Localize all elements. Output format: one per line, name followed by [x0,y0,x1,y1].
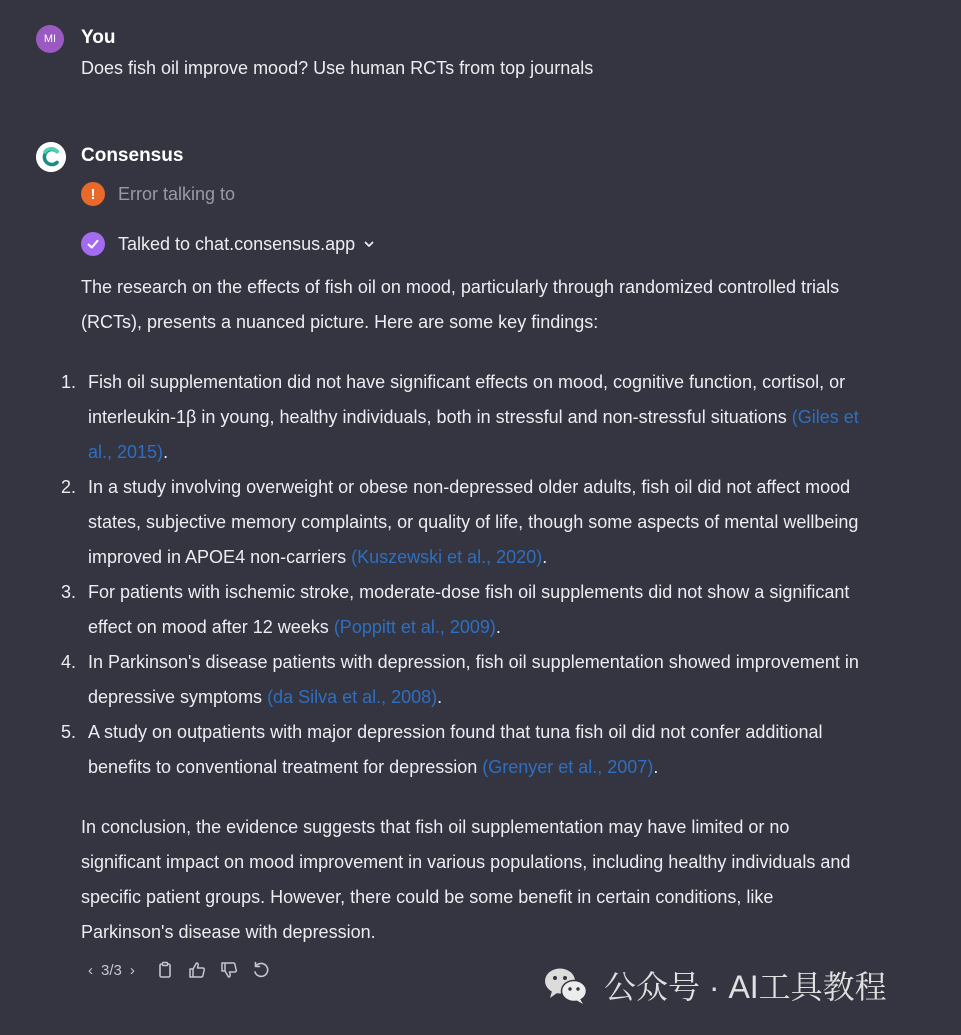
citation-link[interactable]: (Poppitt et al., 2009) [333,617,496,637]
list-item [0,645,860,715]
finding-text: In Parkinson's disease patients with depression, fish oil supplementation showed improvement in depressive symptoms [88,652,859,707]
citation-link[interactable]: (da Silva et al., 2008) [267,687,438,707]
plugin-error-status [81,182,235,206]
assistant-name: Consensus [81,145,184,166]
finding-end: . [542,547,548,567]
finding-text: For patients with ischemic stroke, moderate-dose fish oil supplements did not show a significant effect on mood after 12 weeks [88,582,850,637]
chevron-down-icon[interactable] [363,238,375,250]
pager-count: 3/3 [101,961,122,979]
thumbs-up-icon[interactable] [185,958,209,982]
list-item [0,365,860,470]
plugin-success-text: Talked to chat.consensus.app [118,233,356,254]
user-avatar: MI [36,25,64,53]
citation-link[interactable]: (Giles et al., 2015) [88,407,859,462]
watermark [542,962,887,1008]
finding-end: . [495,617,501,637]
list-number: 3. [61,582,77,602]
plugin-success-status[interactable] [81,232,375,256]
list-number: 1. [61,372,77,392]
response-conclusion: In conclusion, the evidence suggests that fish oil supplementation may have limited or no significant impact on mood improvement in various populations, including healthy individuals and specific patient groups. However, there could be some benefit in certain conditions, like Parkinson's disease with depression. [81,817,851,942]
list-item [0,470,860,575]
finding-end: . [437,687,443,707]
response-intro: The research on the effects of fish oil on mood, particularly through randomized controlled trials (RCTs), presents a nuanced picture. Here are some key findings: [81,277,840,332]
checkmark-icon [81,232,105,256]
citation-link[interactable]: (Grenyer et al., 2007) [482,757,654,777]
list-number: 2. [61,477,77,497]
list-item [0,715,860,785]
finding-text: Fish oil supplementation did not have significant effects on mood, cognitive function, cortisol, or interleukin-1β in young, healthy individuals, both in stressful and non-stressful situations [88,372,846,427]
copy-icon[interactable] [153,958,177,982]
user-name: You [81,27,116,48]
user-message: Does fish oil improve mood? Use human RCTs from top journals [81,58,594,78]
list-number: 5. [61,722,77,742]
findings-list [0,365,860,785]
finding-text: A study on outpatients with major depression found that tuna fish oil did not confer additional benefits to conventional treatment for depression [88,722,823,777]
finding-end: . [653,757,659,777]
finding-text: In a study involving overweight or obese non-depressed older adults, fish oil did not affect mood states, subjective memory complaints, or quality of life, though some aspects of mental wellbeing improved in APOE4 non-carriers [88,477,859,567]
citation-link[interactable]: (Kuszewski et al., 2020) [351,547,543,567]
list-item [0,575,860,645]
consensus-logo-icon [36,142,66,172]
error-icon: ! [81,182,105,206]
next-response-button[interactable]: › [129,961,135,979]
response-pager [84,962,139,979]
prev-response-button[interactable]: ‹ [88,961,93,979]
regenerate-icon[interactable] [249,958,273,982]
message-actions [84,958,281,982]
wechat-icon [542,965,590,1005]
finding-end: . [163,442,169,462]
watermark-text: 公众号 · AI工具教程 [604,969,887,1005]
plugin-error-text: Error talking to [118,183,236,204]
list-number: 4. [61,652,77,672]
thumbs-down-icon[interactable] [217,958,241,982]
